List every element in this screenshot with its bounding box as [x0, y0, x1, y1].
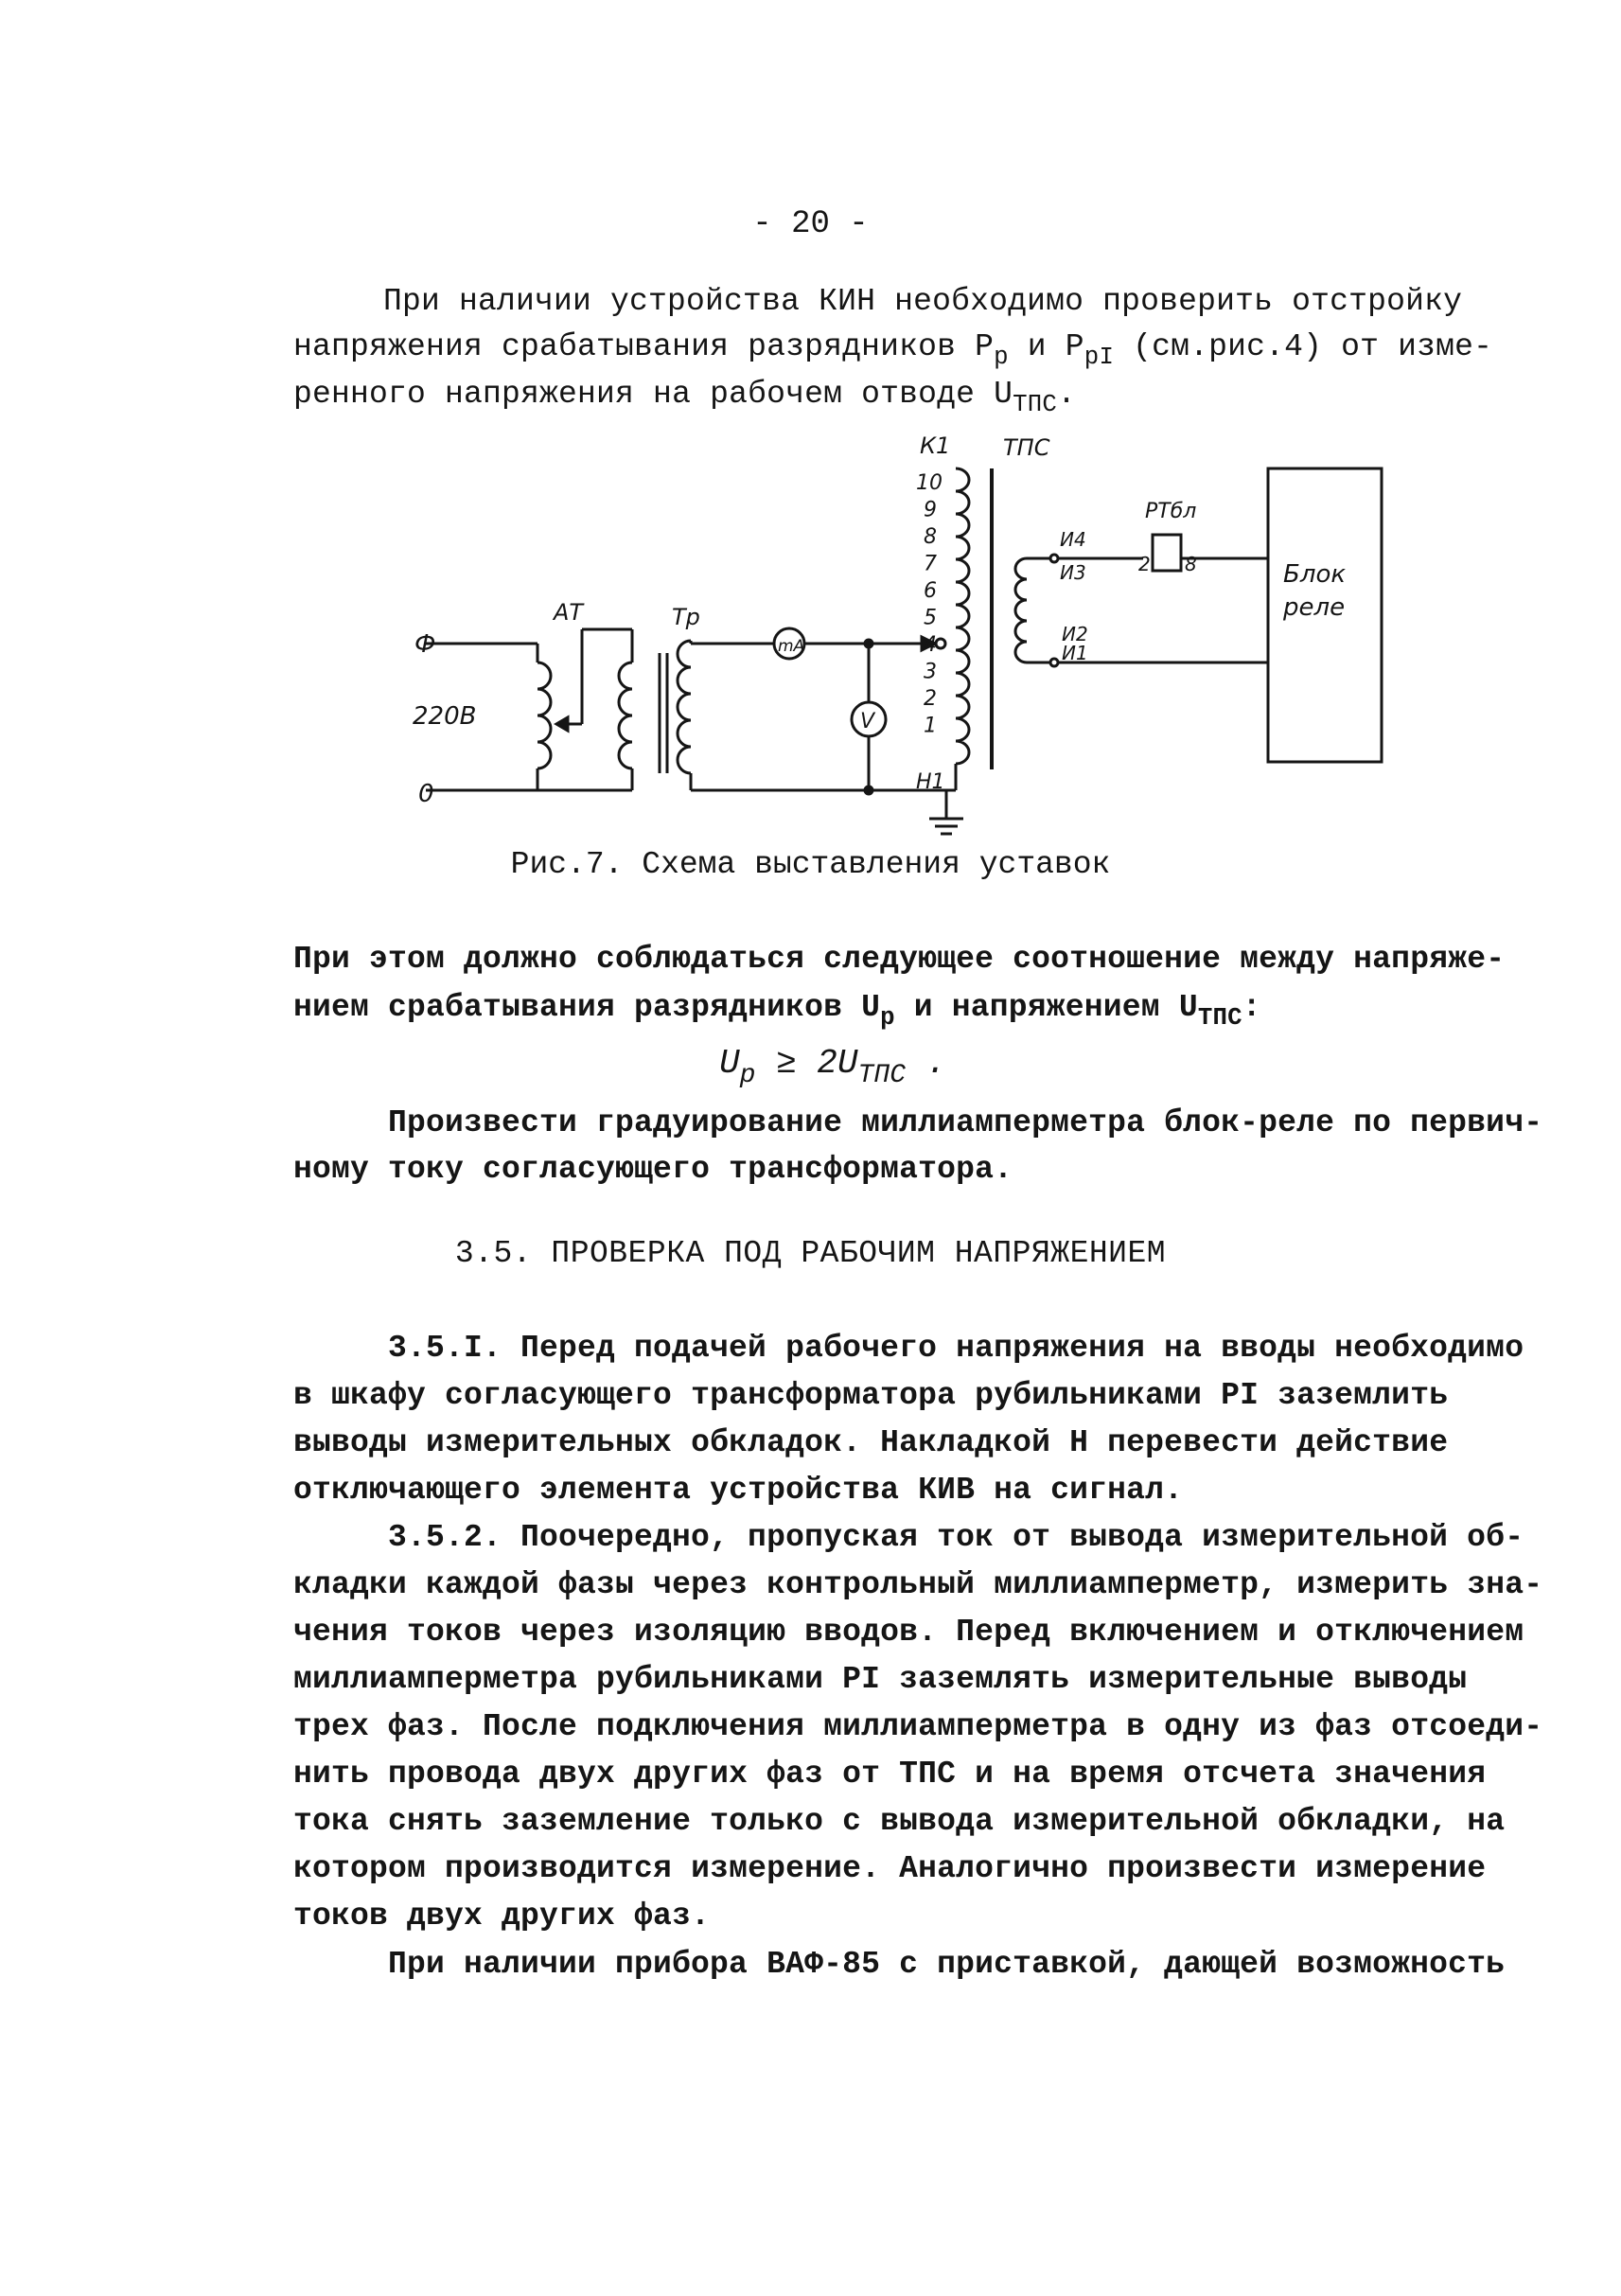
tap-label: 8 — [924, 525, 937, 549]
formula: $U_p \ge 2U_{ТПС}$ . — [719, 1044, 947, 1090]
tap-label: 3 — [924, 660, 937, 684]
label-i1: И1 — [1062, 642, 1088, 664]
p352-line-3: чения токов через изоляцию вводов. Перед включением и отключением — [293, 1615, 1524, 1650]
circuit-diagram — [397, 431, 1419, 847]
relation-line-2: нием срабатывания разрядников $U_p$ и напряжением $U_{ТПС}$: — [293, 990, 1261, 1032]
figure-caption: Рис.7. Схема выставления уставок — [510, 847, 1111, 882]
last-line: При наличии прибора ВАФ-85 с приставкой, дающей возможность — [388, 1947, 1506, 1982]
p351-line-1: 3.5.I. Перед подачей рабочего напряжения на вводы необходимо — [388, 1331, 1524, 1366]
relay-rt — [1153, 535, 1181, 571]
relation-line-1: При этом должно соблюдаться следующее соотношение между напряже- — [293, 942, 1506, 977]
tap-label: 4 — [924, 633, 937, 657]
tps-primary-winding — [936, 468, 969, 790]
tap-numbers — [916, 471, 943, 738]
section-heading: 3.5. ПРОВЕРКА ПОД РАБОЧИМ НАПРЯЖЕНИЕМ — [454, 1236, 1167, 1271]
tap-label: 9 — [924, 498, 937, 522]
intro-line-1: При наличии устройства КИН необходимо проверить отстройку — [383, 284, 1463, 319]
label-n1: Н1 — [916, 770, 945, 794]
label-zero: 0 — [418, 780, 434, 808]
p352-line-6: нить провода двух других фаз от ТПС и на время отсчета значения — [293, 1757, 1487, 1792]
p352-line-5: трех фаз. После подключения миллиамперметра в одну из фаз отсоеди- — [293, 1709, 1543, 1744]
label-rtbl: РТбл — [1145, 500, 1197, 523]
label-blok: Блок — [1283, 560, 1347, 589]
tap-label: 1 — [924, 714, 937, 738]
label-i3: И3 — [1060, 561, 1086, 584]
label-ma: mA — [778, 637, 805, 656]
label-phase: Ф — [414, 630, 436, 659]
label-tr: Тр — [672, 604, 700, 630]
p351-line-2: в шкафу согласующего трансформатора рубильниками PI заземлить — [293, 1378, 1449, 1413]
intro-line-2: напряжения срабатывания разрядников $P_p$ и $P_{pI}$ (см.рис.4) от изме- — [293, 329, 1493, 371]
grading-line-1: Произвести градуирование миллиамперметра блок-реле по первич- — [388, 1105, 1543, 1140]
label-i4: И4 — [1060, 528, 1086, 551]
label-220v: 220В — [413, 702, 477, 731]
tap-label: 10 — [916, 471, 943, 495]
p351-line-3: выводы измерительных обкладок. Накладкой Н перевести действие — [293, 1425, 1449, 1460]
label-k1: К1 — [920, 433, 951, 459]
label-pin-8: 8 — [1185, 553, 1197, 575]
ground-symbol — [929, 790, 963, 834]
label-at: АТ — [554, 599, 584, 626]
p352-line-7: тока снять заземление только с вывода измерительной обкладки, на — [293, 1804, 1506, 1839]
intro-line-3: ренного напряжения на рабочем отводе $U_{ТПС}$. — [293, 377, 1077, 418]
p352-line-2: кладки каждой фазы через контрольный миллиамперметр, измерить зна- — [293, 1567, 1543, 1602]
autotransformer — [537, 629, 632, 790]
p352-line-1: 3.5.2. Поочередно, пропуская ток от вывода измерительной об- — [388, 1520, 1524, 1555]
grading-line-2: ному току согласующего трансформатора. — [293, 1152, 1013, 1187]
p352-line-9: токов двух других фаз. — [293, 1899, 711, 1934]
tap-label: 5 — [924, 606, 937, 630]
transformer-tr — [660, 641, 691, 790]
p352-line-8: котором производится измерение. Аналогично произвести измерение — [293, 1851, 1487, 1886]
tap-label: 7 — [924, 552, 937, 576]
label-tps: ТПС — [1003, 434, 1050, 461]
label-v: V — [860, 710, 875, 733]
p352-line-4: миллиамперметра рубильниками PI заземлять измерительные выводы — [293, 1662, 1468, 1697]
label-i2: И2 — [1062, 623, 1088, 645]
label-pin-2: 2 — [1138, 553, 1151, 575]
label-rele: реле — [1283, 593, 1346, 622]
p351-line-4: отключающего элемента устройства КИВ на сигнал. — [293, 1473, 1184, 1508]
tap-label: 6 — [924, 579, 937, 603]
page-number: - 20 - — [752, 206, 869, 242]
tap-label: 2 — [924, 687, 937, 711]
